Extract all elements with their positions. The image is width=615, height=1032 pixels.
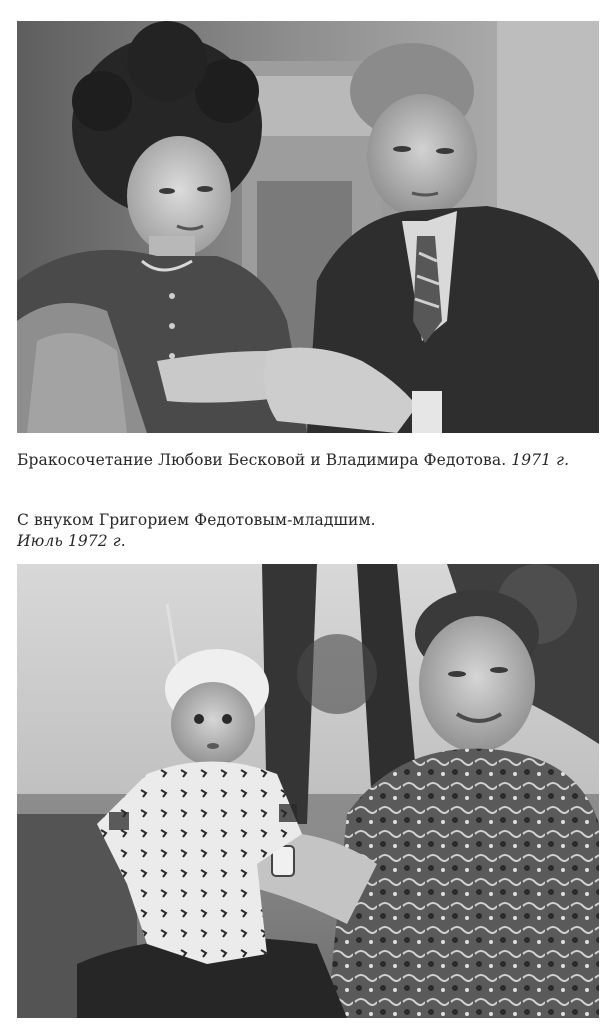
wedding-photo-image <box>17 21 599 433</box>
wedding-caption-date: 1971 г. <box>511 451 570 469</box>
grandson-caption-date: Июль 1972 г. <box>17 532 126 550</box>
wedding-photo <box>17 21 599 433</box>
grandson-caption <box>17 510 599 552</box>
wedding-caption-text: Бракосочетание Любови Бесковой и Владимира Федотова. <box>17 451 507 469</box>
grandson-photo <box>17 564 599 1018</box>
grandson-caption-text: С внуком Григорием Федотовым-младшим. <box>17 511 376 529</box>
grandson-photo-image <box>17 564 599 1018</box>
wedding-caption <box>17 450 599 471</box>
